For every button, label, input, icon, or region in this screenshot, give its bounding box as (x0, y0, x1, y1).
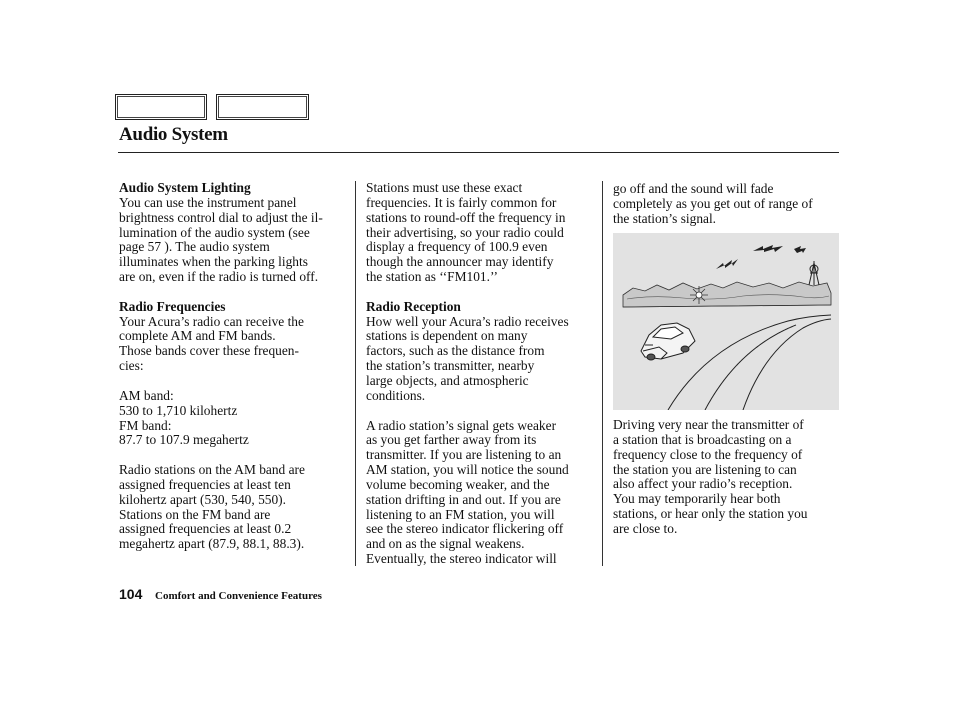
page-number: 104 (119, 586, 143, 602)
paragraph-bands: AM band: 530 to 1,710 kilohertz FM band: 87.7 to 107.9 megahertz (119, 387, 249, 448)
section-heading-lighting: Audio System Lighting (119, 180, 251, 195)
column-divider-1 (355, 181, 356, 566)
paragraph-signal-weaker: A radio station’s signal gets weaker as you get farther away from its transmitter. If you are listening to an AM station, you will notice the sound volume becoming weaker, and the station drifting in and out. If you are listening to an FM station, you will see the stereo indicator flickering off and on as the signal weakens. Eventually, the stereo indicator will (366, 417, 569, 567)
paragraph-assignment: Radio stations on the AM band are assigned frequencies at least ten kilohertz apart (530, 540, 550). Stations on the FM band are assigned frequencies at least 0.2 megahertz apart (87.9, 88.1, 88.3). (119, 462, 305, 552)
paragraph-fade: go off and the sound will fade completely as you get out of range of the station’s signal. (613, 181, 813, 226)
page-title: Audio System (119, 124, 228, 145)
paragraph-lighting: You can use the instrument panel brightness control dial to adjust the il- lumination of the audio system (see page 57 ). The audio system illuminates when the parking lights are on, even if the radio is turned off. (119, 194, 323, 285)
paragraph-stations: Stations must use these exact frequencies. It is fairly common for stations to round-off the frequency in their advertising, so your radio could display a frequency of 100.9 even though the announcer may identify the station as ‘‘FM101.’’ (366, 180, 566, 285)
radio-reception-illustration (613, 233, 839, 410)
header-tab-box-1 (115, 94, 207, 120)
title-rule (118, 152, 839, 153)
paragraph-near-transmitter: Driving very near the transmitter of a station that is broadcasting on a frequency close to the frequency of the station you are listening to can also affect your radio’s reception. You may temporarily hear both stations, or hear only the station you are close to. (613, 417, 808, 536)
section-heading-reception: Radio Reception (366, 298, 461, 314)
column-divider-2 (602, 181, 603, 566)
column-1 (119, 181, 351, 567)
section-heading-frequencies: Radio Frequencies (119, 298, 226, 314)
paragraph-frequencies: Your Acura’s radio can receive the complete AM and FM bands. Those bands cover these frequen- cies: (119, 313, 304, 374)
column-3-lower (613, 418, 839, 552)
footer-section-title: Comfort and Convenience Features (155, 590, 322, 602)
paragraph-reception: How well your Acura’s radio receives stations is dependent on many factors, such as the distance from the station’s transmitter, nearby large objects, and atmospheric conditions. (366, 313, 569, 403)
column-2 (366, 181, 598, 582)
header-tab-box-2 (216, 94, 309, 120)
